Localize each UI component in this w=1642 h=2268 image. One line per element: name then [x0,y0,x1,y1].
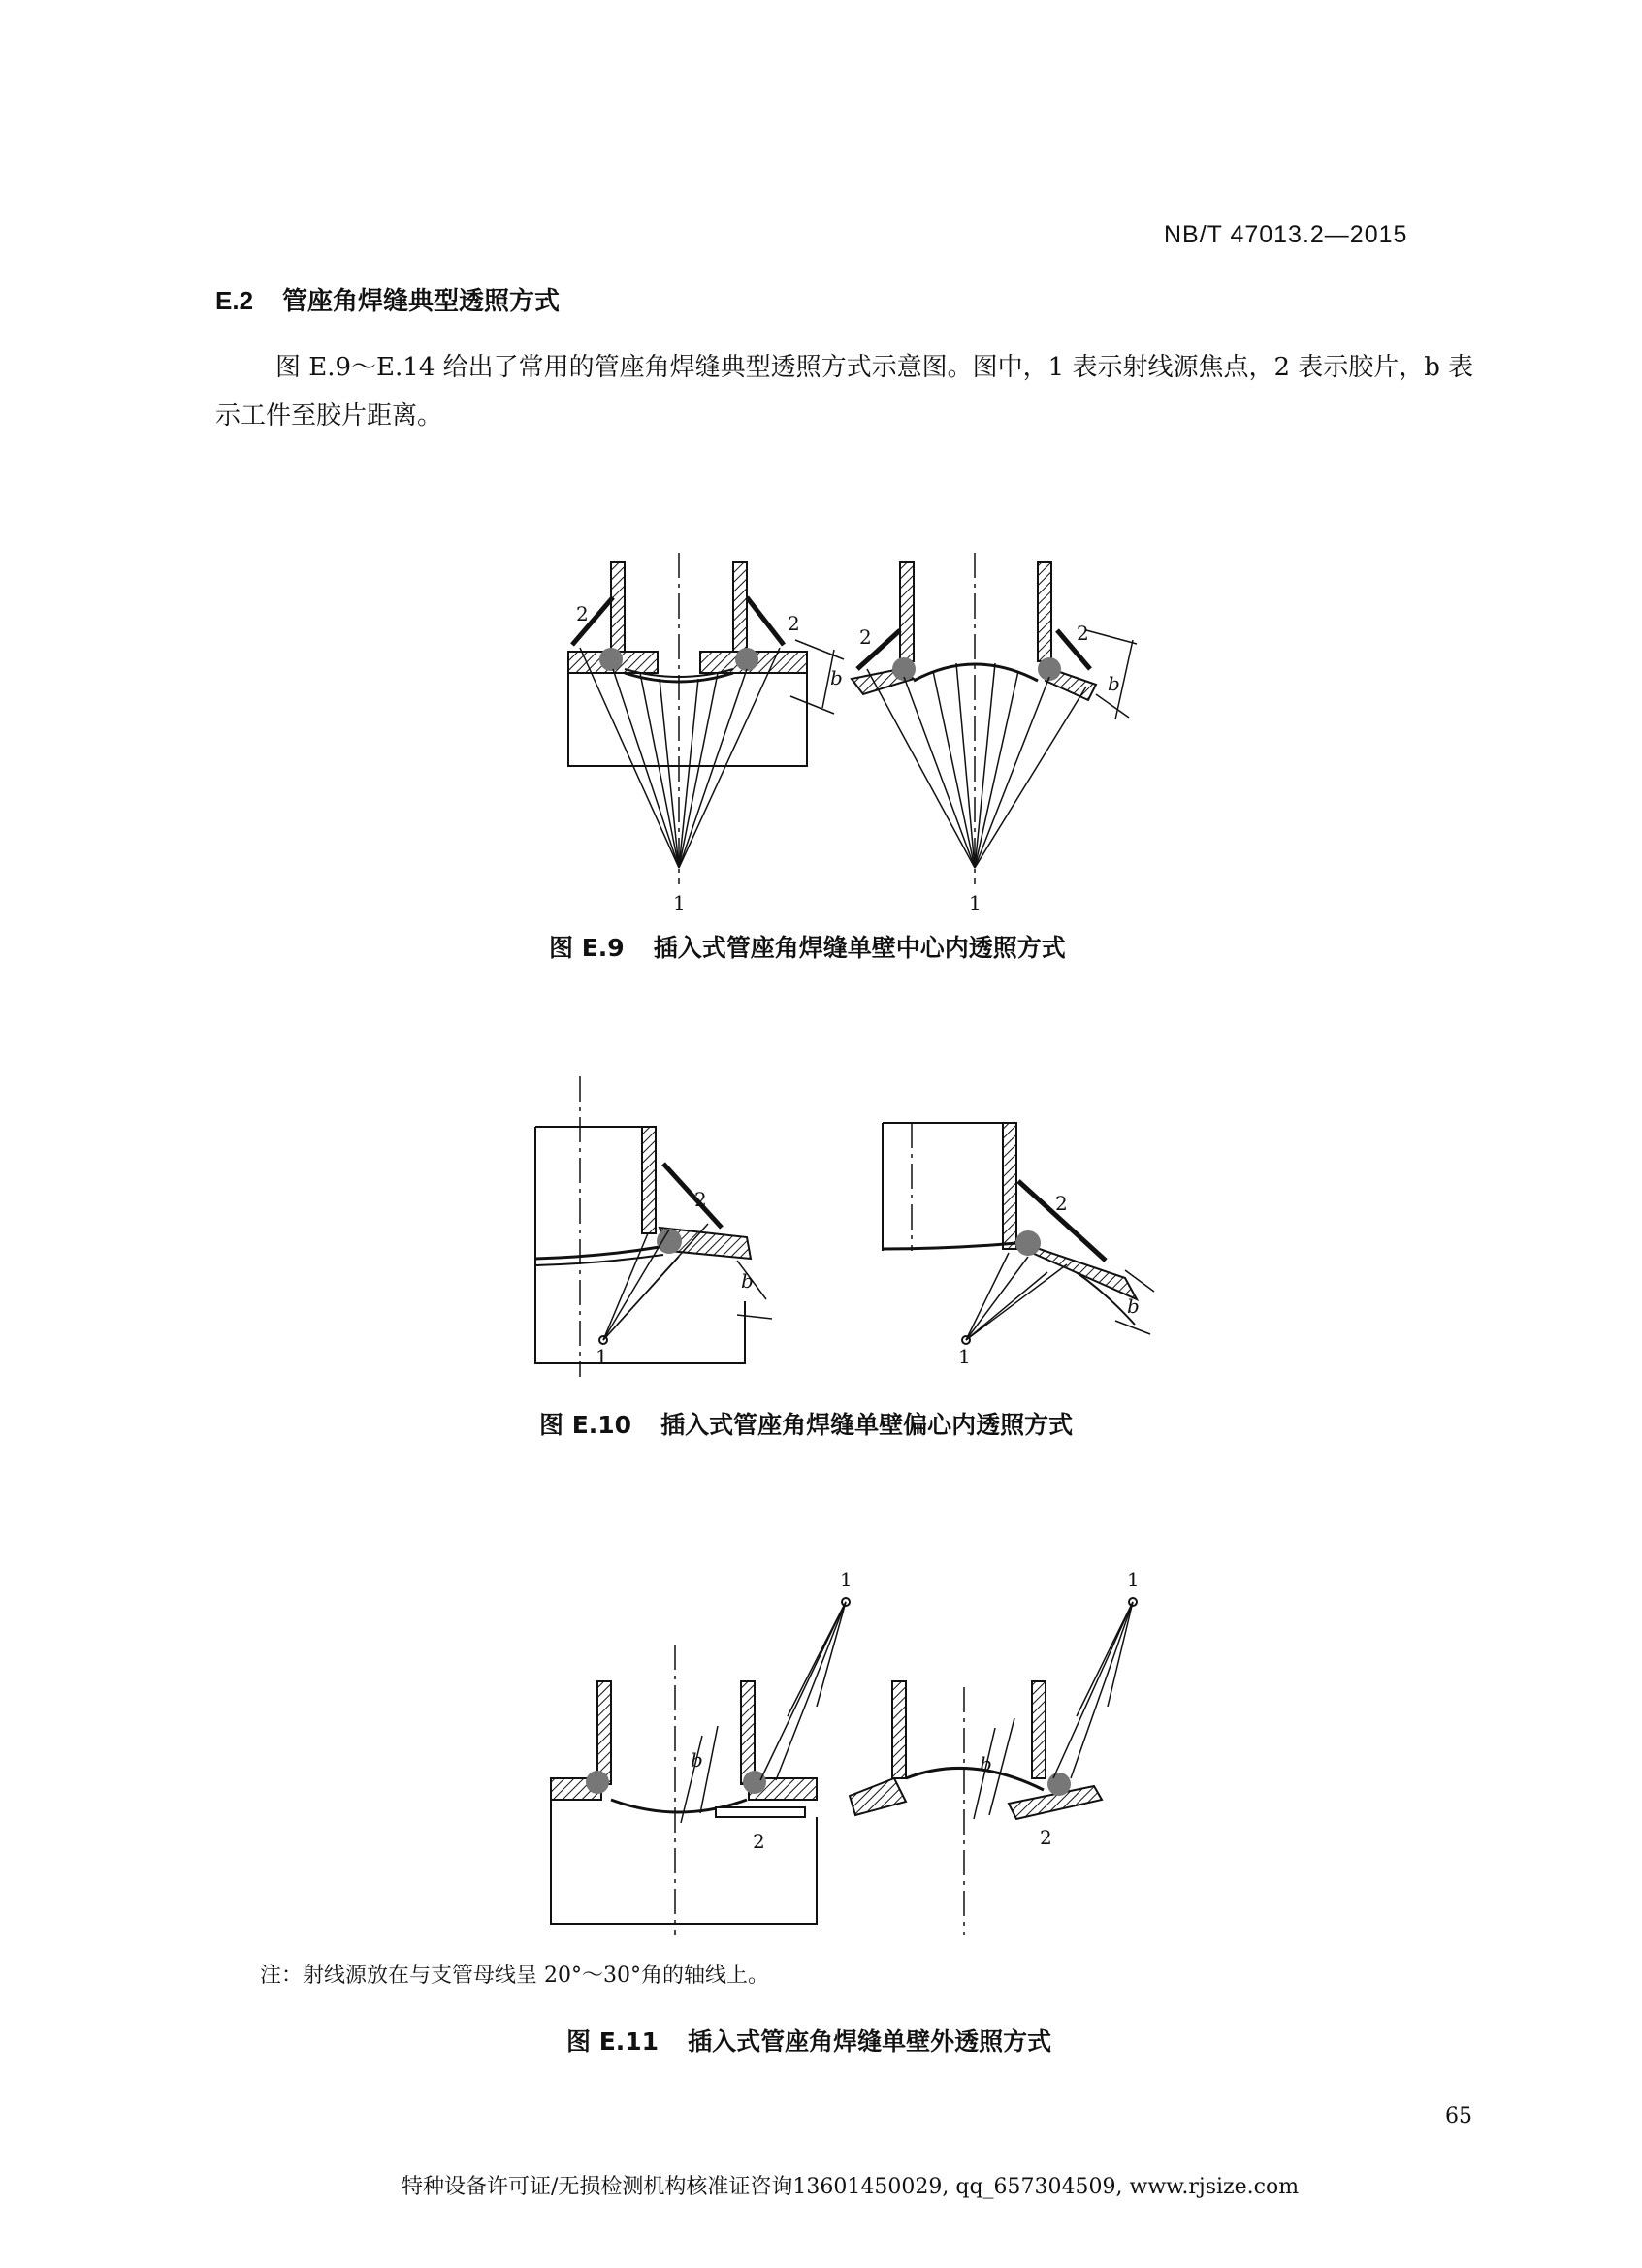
section-number: E.2 [215,286,254,315]
page-number: 65 [1445,2104,1472,2128]
e9-right-film-label-right: 2 [1077,622,1089,645]
e10-left-film-label: 2 [694,1188,707,1211]
e9-right-source-label: 1 [969,891,982,914]
figure-note: 注：射线源放在与支管母线呈 20°～30°角的轴线上。 [260,1964,769,1988]
e9-right-distance-label: b [1108,672,1120,695]
intro-paragraph: 图 E.9～E.14 给出了常用的管座角焊缝典型透照方式示意图。图中，1 表示射线源焦点，2 表示胶片，b 表示工件至胶片距离。 [215,353,1474,431]
figure-e9-title: 插入式管座角焊缝单壁中心内透照方式 [653,934,1066,962]
e11-right-source-label: 1 [1127,1568,1140,1591]
e10-right-source-label: 1 [958,1345,971,1368]
e10-left-source-label: 1 [596,1345,608,1368]
figure-e11-number: 图 E.11 [566,2028,660,2056]
section-title: 管座角焊缝典型透照方式 [282,287,561,316]
figure-e11-diagram [551,1598,1137,1935]
figure-e10-diagram [535,1076,1154,1377]
e9-right-diagram [852,553,1137,884]
e9-left-source-label: 1 [673,891,686,914]
e9-right-film-label: 2 [859,625,872,649]
e11-left-film-label: 2 [753,1830,765,1853]
e11-left-distance-label: b [691,1748,703,1772]
figure-e10-number: 图 E.10 [539,1411,632,1439]
figure-e10-title: 插入式管座角焊缝单壁偏心内透照方式 [660,1411,1074,1439]
figure-e11-caption [566,2023,1051,2058]
e9-left-film-label: 2 [576,602,589,625]
figure-e9-number: 图 E.9 [549,934,625,962]
e9-left-diagram [568,553,844,884]
standard-number: NB/T 47013.2—2015 [1164,221,1408,248]
e10-right-distance-label: b [1127,1294,1140,1318]
figure-e10-caption [539,1406,1073,1441]
e11-right-distance-label: b [980,1752,992,1775]
footer-watermark: 特种设备许可证/无损检测机构核准证咨询13601450029, qq_657304509, www.rjsize.com [402,2175,1300,2199]
e9-left-distance-label: b [830,666,843,689]
figure-e9-caption [549,929,1066,964]
e9-left-film-label-right: 2 [788,612,800,635]
figure-e9-diagram [568,553,1137,884]
e10-left-diagram [535,1076,772,1377]
e10-right-film-label: 2 [1055,1192,1068,1215]
e10-left-distance-label: b [741,1269,754,1293]
figure-e11-title: 插入式管座角焊缝单壁外透照方式 [688,2028,1052,2056]
e11-right-film-label: 2 [1040,1826,1052,1849]
e11-left-source-label: 1 [840,1568,853,1591]
e10-right-diagram [883,1123,1154,1344]
e11-right-diagram [850,1598,1137,1935]
